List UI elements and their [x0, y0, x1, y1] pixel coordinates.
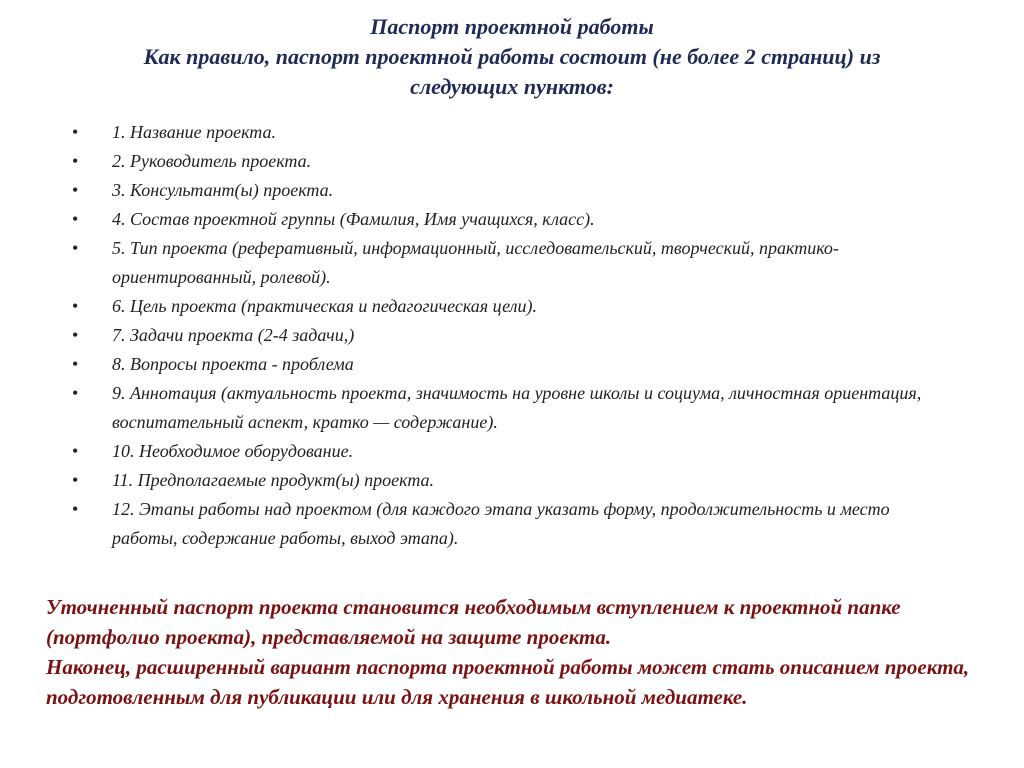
list-item-text: 7. Задачи проекта (2-4 задачи,): [112, 325, 355, 345]
slide-title: [40, 12, 984, 102]
list-item-text: 3. Консультант(ы) проекта.: [112, 180, 334, 200]
title-heading: Паспорт проектной работы: [370, 14, 654, 39]
bullet-icon: •: [72, 180, 79, 200]
list-item-text: 12. Этапы работы над проектом (для каждого этапа указать форму, продолжительность и место работы, содержание работы, выход этапа).: [112, 499, 890, 548]
bullet-icon: •: [72, 238, 79, 258]
list-item: [72, 495, 952, 553]
list-item-text: 10. Необходимое оборудование.: [112, 441, 354, 461]
list-item-text: 8. Вопросы проекта - проблема: [112, 354, 354, 374]
list-item: [72, 292, 952, 321]
bullet-icon: •: [72, 470, 79, 490]
list-item: [72, 379, 952, 437]
list-item-text: 6. Цель проекта (практическая и педагогическая цели).: [112, 296, 538, 316]
bullet-icon: •: [72, 354, 79, 374]
list-item: [72, 234, 952, 292]
footer-paragraph-1: Уточненный паспорт проекта становится необходимым вступлением к проектной папке (портфолио проекта), представляемой на защите проекта.: [46, 595, 901, 649]
list-item-text: 5. Тип проекта (реферативный, информационный, исследовательский, творческий, практико-ориентированный, ролевой).: [112, 238, 839, 287]
list-item: [72, 205, 952, 234]
list-item: [72, 147, 952, 176]
bullet-icon: •: [72, 441, 79, 461]
bullet-icon: •: [72, 122, 79, 142]
list-item-text: 1. Название проекта.: [112, 122, 277, 142]
bullet-icon: •: [72, 151, 79, 171]
list-item: [72, 176, 952, 205]
list-item-text: 11. Предполагаемые продукт(ы) проекта.: [112, 470, 435, 490]
bullet-icon: •: [72, 209, 79, 229]
list-item: [72, 466, 952, 495]
list-item: [72, 118, 952, 147]
list-item-text: 4. Состав проектной группы (Фамилия, Имя учащихся, класс).: [112, 209, 595, 229]
title-subheading-line-2: следующих пунктов:: [410, 74, 614, 99]
bullet-icon: •: [72, 296, 79, 316]
list-item-text: 2. Руководитель проекта.: [112, 151, 312, 171]
footer-note: [46, 592, 986, 712]
bullet-icon: •: [72, 499, 79, 519]
list-item-text: 9. Аннотация (актуальность проекта, значимость на уровне школы и социума, личностная ориентация, воспитательный аспект, кратко — содержание).: [112, 383, 922, 432]
list-item: [72, 437, 952, 466]
bullet-icon: •: [72, 325, 79, 345]
list-item: [72, 350, 952, 379]
title-subheading-line-1: Как правило, паспорт проектной работы состоит (не более 2 страниц) из: [143, 44, 881, 69]
list-item: [72, 321, 952, 350]
footer-paragraph-2: Наконец, расширенный вариант паспорта проектной работы может стать описанием проекта, подготовленным для публикации или для хранения в школьной медиатеке.: [46, 655, 970, 709]
bullet-icon: •: [72, 383, 79, 403]
passport-items-list: [72, 118, 952, 553]
